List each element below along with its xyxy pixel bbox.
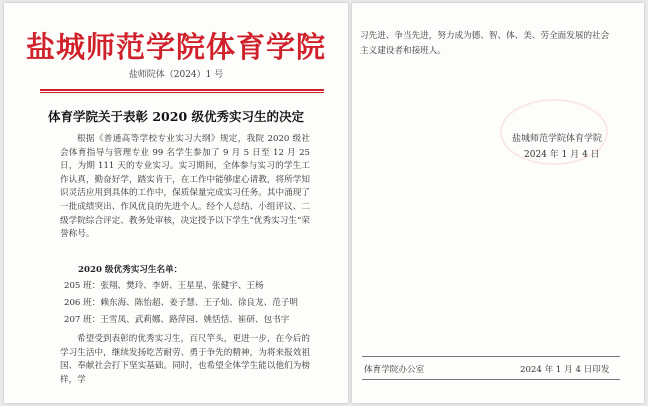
document-number: 盐师院体（2024）1 号 [128,70,224,80]
document-page-left [4,3,348,403]
header-divider [40,89,324,91]
class-label: 206 班： [64,298,101,308]
class-names: 赖东海、陈怡超、姜子慧、王子灿、徐良龙、范子明 [100,298,298,308]
class-row [64,279,324,291]
class-row [64,313,324,325]
body-paragraph-1: 根据《普通高等学校专业实习大纲》规定，我院 2020 级社会体育指导与管理专业 99 名学生参加了 9 月 5 日至 12 月 25 日，为期 111 天的专业实习。实习期间，全体参与实习的学生工作认真，勤奋好学，踏实肯干，在工作中能够虚心请教，将所学知识灵活应用到具体的工作中，保质保量完成实习任务。其中涌现了一批成绩突出、作风优良的先进个人。经个人总结、小组评议、二级学院综合评定、教务处审核，决定授予以下学生“优秀实习生”荣誉称号。 [60,134,310,240]
footer-date: 2024 年 1 月 4 日印发 [520,365,610,375]
signature-organization: 盐城师范学院体育学院 [512,134,603,144]
class-label: 205 班： [64,281,101,291]
signature-date: 2024 年 1 月 4 日 [524,150,600,160]
document-page-right [352,3,644,403]
honor-list-heading: 2020 级优秀实习生名单： [78,265,183,275]
class-names: 张翔、樊玲、李妍、王星星、张健宇、王杨 [100,281,264,291]
class-label: 207 班： [64,315,101,325]
footer-office: 体育学院办公室 [364,365,425,375]
document-title: 体育学院关于表彰 2020 级优秀实习生的决定 [48,109,304,124]
class-row [64,296,324,308]
document-header: 盐城师范学院体育学院 [25,30,326,64]
class-names: 王雪凤、武莉娜、路萍园、姚恬恬、崔研、包书宇 [100,315,290,325]
body-paragraph-2: 希望受到表彰的优秀实习生，百尺竿头，更进一步，在今后的学习生活中，继续发扬吃苦耐劳、勇于争先的精神，为将来报效祖国、奉献社会打下坚实基础。同时，也希望全体学生能以他们为榜样，学 [60,334,310,385]
footer-divider-bottom [362,379,620,380]
header-divider-thin [40,92,324,93]
footer-divider-top [362,356,620,357]
continuation-paragraph: 习先进、争当先进，努力成为德、智、体、美、劳全面发展的社会主义建设者和接班人。 [360,31,610,56]
